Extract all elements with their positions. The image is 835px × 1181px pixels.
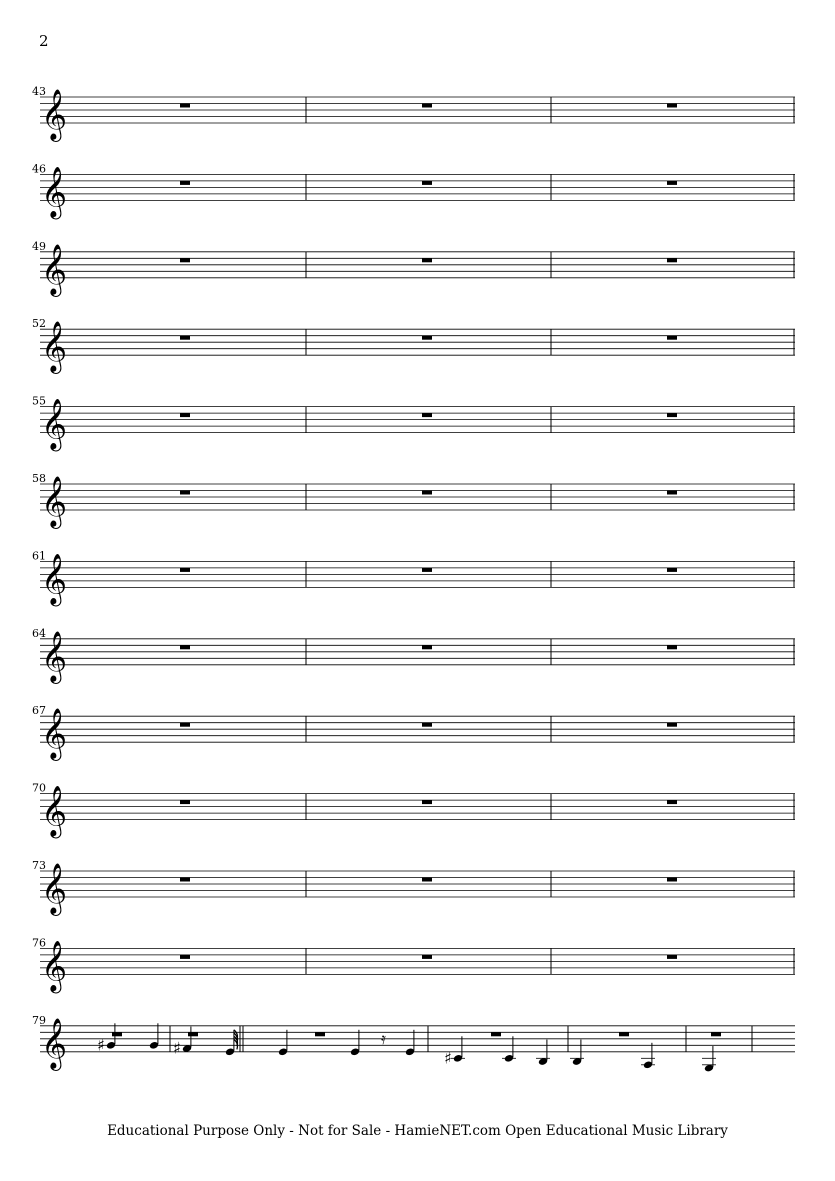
- measure-number: 73: [32, 859, 46, 872]
- treble-clef-icon: 𝄞: [41, 89, 68, 140]
- treble-clef-icon: 𝄞: [41, 785, 68, 837]
- treble-clef-icon: 𝄞: [41, 476, 68, 527]
- whole-rest: [667, 568, 677, 572]
- whole-rest: [112, 1032, 122, 1036]
- whole-rest: [667, 645, 677, 649]
- whole-rest: [422, 181, 432, 185]
- treble-clef-icon: 𝄞: [41, 630, 68, 682]
- treble-clef-icon: 𝄞: [41, 863, 68, 914]
- whole-rest: [667, 955, 677, 959]
- sharp-icon: ♯: [444, 1048, 452, 1068]
- whole-rest: [422, 104, 432, 108]
- whole-rest: [667, 878, 677, 882]
- whole-rest: [422, 258, 432, 262]
- measure-number: 67: [32, 704, 46, 718]
- measure-number: 79: [32, 1013, 46, 1027]
- whole-rest: [422, 955, 432, 959]
- whole-rest: [180, 645, 190, 649]
- staff-system: [32, 627, 795, 684]
- whole-rest: [667, 413, 677, 417]
- whole-rest: [180, 104, 190, 108]
- measure-number: 52: [32, 317, 46, 331]
- whole-rest: [180, 413, 190, 417]
- whole-rest: [188, 1032, 198, 1036]
- staff-system: [32, 317, 795, 374]
- staff-system: [32, 240, 795, 297]
- staff-system-notes: [32, 1014, 795, 1073]
- whole-rest: [180, 800, 190, 804]
- measure-number: 58: [32, 472, 46, 485]
- measure-number: 55: [32, 394, 46, 408]
- whole-rest: [180, 568, 190, 572]
- whole-rest: [667, 491, 677, 495]
- whole-rest: [315, 1032, 325, 1036]
- measure-number: 46: [32, 162, 46, 176]
- whole-rest: [667, 800, 677, 804]
- whole-rest: [422, 723, 432, 727]
- measure-number: 49: [32, 239, 46, 253]
- whole-rest: [422, 645, 432, 649]
- staff-system: [32, 936, 795, 993]
- page-number: 2: [39, 32, 49, 50]
- treble-clef-icon: 𝄞: [41, 553, 68, 605]
- whole-rest: [180, 181, 190, 185]
- whole-rest: [180, 955, 190, 959]
- treble-clef-icon: 𝄞: [41, 708, 68, 760]
- staff-system: [32, 395, 795, 452]
- measure-number: 70: [32, 781, 46, 795]
- sharp-icon: ♯: [97, 1035, 105, 1055]
- staff-system: [32, 704, 795, 761]
- staff-system: [32, 472, 795, 529]
- staff-system: [32, 859, 795, 916]
- measure-number: 64: [32, 626, 46, 640]
- measure-number: 61: [32, 549, 46, 563]
- measure-number: 76: [32, 936, 46, 950]
- staff-system: [32, 162, 795, 219]
- staff-system: [32, 782, 795, 839]
- whole-rest: [422, 336, 432, 340]
- treble-clef-icon: 𝄞: [41, 321, 68, 373]
- sharp-icon: ♯: [173, 1038, 181, 1058]
- whole-rest: [422, 568, 432, 572]
- whole-rest: [180, 878, 190, 882]
- whole-rest: [180, 491, 190, 495]
- treble-clef-icon: 𝄞: [41, 398, 68, 450]
- treble-clef-icon: 𝄞: [41, 243, 68, 295]
- whole-rest: [180, 336, 190, 340]
- whole-rest: [711, 1032, 721, 1036]
- whole-rest: [422, 491, 432, 495]
- staff-system: [32, 549, 795, 606]
- treble-clef-icon: 𝄞: [41, 166, 68, 218]
- treble-clef-icon: 𝄞: [41, 1017, 68, 1069]
- whole-rest: [619, 1032, 629, 1036]
- whole-rest: [667, 258, 677, 262]
- footer-copyright: Educational Purpose Only - Not for Sale - HamieNET.com Open Educational Music Library: [107, 1123, 728, 1139]
- whole-rest: [667, 181, 677, 185]
- treble-clef-icon: 𝄞: [41, 940, 68, 992]
- staff-system: [32, 85, 795, 142]
- whole-rest: [180, 258, 190, 262]
- whole-rest: [667, 104, 677, 108]
- whole-rest: [667, 336, 677, 340]
- whole-rest: [180, 723, 190, 727]
- whole-rest: [491, 1032, 501, 1036]
- rest-32nd-icon: 𝄿: [381, 1028, 386, 1048]
- whole-rest: [422, 413, 432, 417]
- whole-rest: [422, 800, 432, 804]
- whole-rest: [667, 723, 677, 727]
- measure-number: 43: [32, 85, 46, 98]
- whole-rest: [422, 878, 432, 882]
